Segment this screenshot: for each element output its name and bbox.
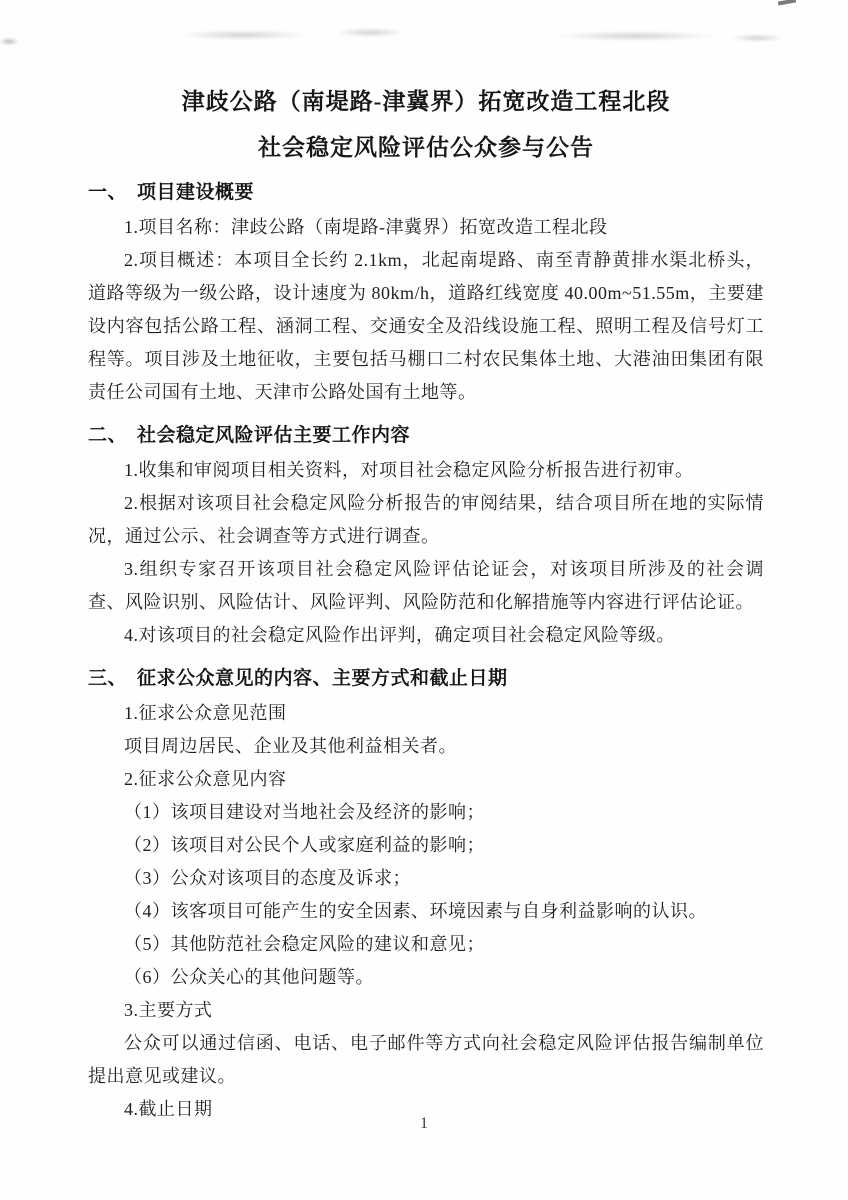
section-1-paragraph-project-name: 1.项目名称：津歧公路（南堤路-津冀界）拓宽改造工程北段	[124, 217, 608, 237]
section-3-sub-3-title: 3.主要方式	[124, 1000, 213, 1020]
section-2-item-4: 4.对该项目的社会稳定风险作出评判，确定项目社会稳定风险等级。	[124, 625, 675, 645]
section-2-item-3: 3.组织专家召开该项目社会稳定风险评估论证会，对该项目所涉及的社会调查、风险识别、风险估计、风险评判、风险防范和化解措施等内容进行评估论证。	[88, 559, 764, 612]
page-number: 1	[420, 1115, 428, 1132]
section-2-item-1: 1.收集和审阅项目相关资料，对项目社会稳定风险分析报告进行初审。	[124, 460, 694, 480]
section-3-opinion-item-1: （1）该项目建设对当地社会及经济的影响；	[124, 802, 485, 822]
section-1-paragraph-project-overview: 2.项目概述：本项目全长约 2.1km，北起南堤路、南至青静黄排水渠北桥头，道路等级为一级公路，设计速度为 80km/h，道路红线宽度 40.00m~51.55m，主要建设内容包括公路工程、涵洞工程、交通安全及沿线设施工程、照明工程及信号灯工程等。项目涉及土地征收，主要包括马棚口二村农民集体土地、大港油田集团有限责任公司国有土地、天津市公路处国有土地等。	[88, 250, 764, 402]
section-2-heading: 二、 社会稳定风险评估主要工作内容	[88, 425, 411, 446]
document-title-line2: 社会稳定风险评估公众参与公告	[258, 135, 594, 160]
section-3-sub-1-title: 1.征求公众意见范围	[124, 703, 287, 723]
document-title-line1: 津歧公路（南堤路-津冀界）拓宽改造工程北段	[181, 89, 671, 114]
section-3-sub-4-title: 4.截止日期	[124, 1099, 213, 1119]
section-1-heading: 一、 项目建设概要	[88, 182, 255, 203]
section-3-sub-2-title: 2.征求公众意见内容	[124, 769, 287, 789]
section-3-opinion-item-3: （3）公众对该项目的态度及诉求；	[124, 868, 411, 888]
section-3-opinion-item-4: （4）该客项目可能产生的安全因素、环境因素与自身利益影响的认识。	[124, 901, 707, 921]
section-3-opinion-item-2: （2）该项目对公民个人或家庭利益的影响；	[124, 835, 485, 855]
section-2-item-2: 2.根据对该项目社会稳定风险分析报告的审阅结果，结合项目所在地的实际情况，通过公示、社会调查等方式进行调查。	[88, 493, 764, 546]
section-3-sub-3-body: 公众可以通过信函、电话、电子邮件等方式向社会稳定风险评估报告编制单位提出意见或建议。	[88, 1033, 764, 1086]
section-3-opinion-item-6: （6）公众关心的其他问题等。	[124, 967, 374, 987]
section-3-opinion-item-5: （5）其他防范社会稳定风险的建议和意见；	[124, 934, 485, 954]
section-3-heading: 三、 征求公众意见的内容、主要方式和截止日期	[88, 668, 508, 689]
section-3-sub-1-body: 项目周边居民、企业及其他利益相关者。	[124, 736, 457, 756]
